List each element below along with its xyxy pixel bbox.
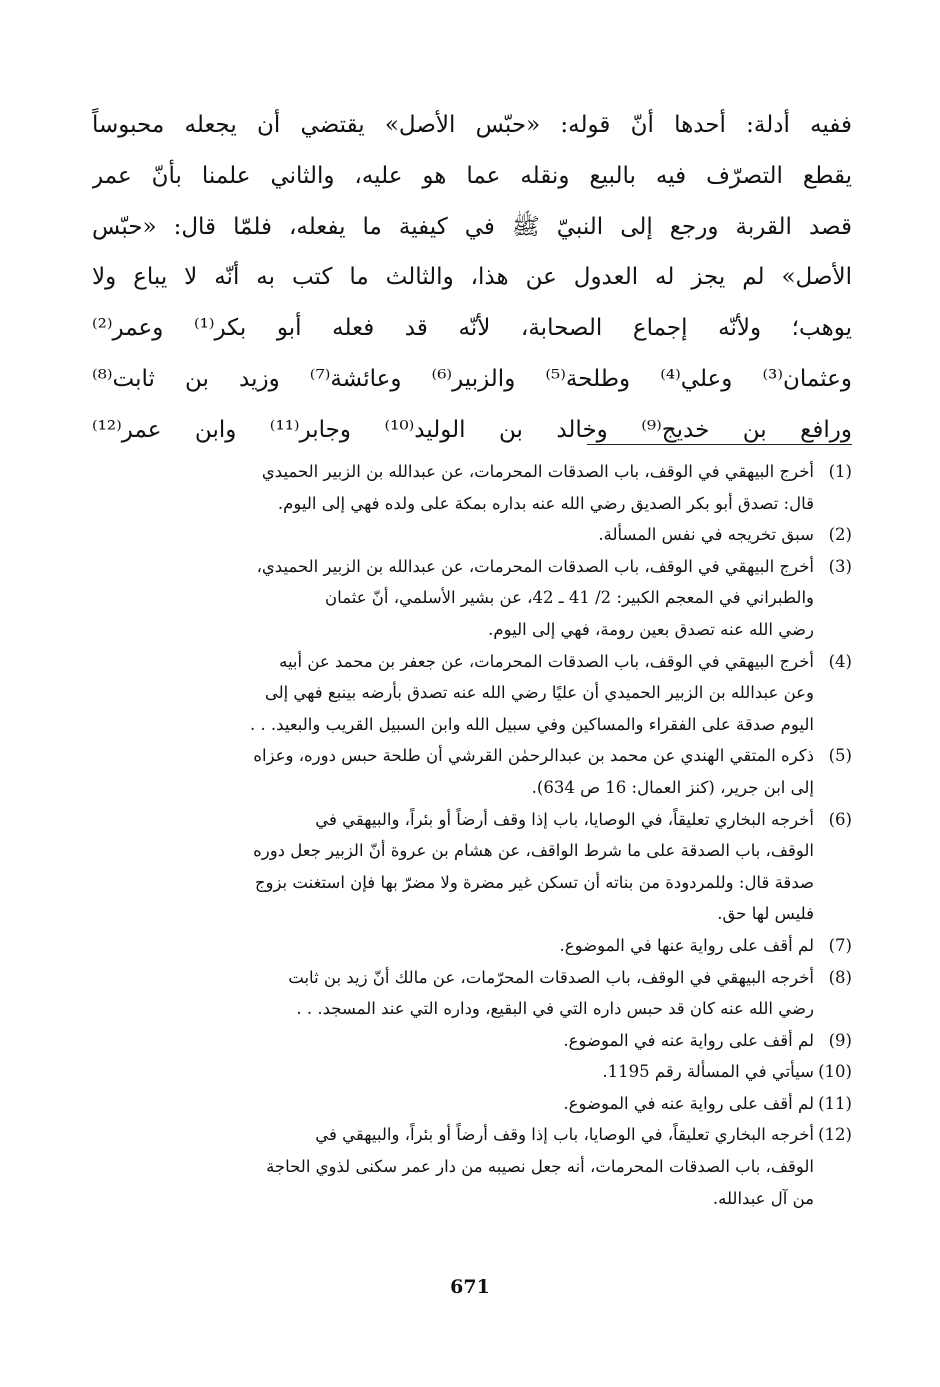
footnote-text: أخرجه البخاري تعليقاً، في الوصايا، باب إذا وقف أرضاً أو بئراً، والبيهقي في	[315, 809, 814, 829]
footnote-text: لم أقف على رواية عنه في الموضوع.	[563, 1030, 814, 1050]
main-text-line: قصد القربة ورجع إلى النبيّ ﷺ في كيفية ما يفعله، فلمّا قال: «حبّس	[92, 213, 852, 240]
footnote-text: صدقة قال: وللمردودة من بناته أن تسكن غير مضرة ولا مضرّ بها فإن استغنت بزوج	[254, 872, 814, 892]
footnote-line	[92, 1119, 852, 1151]
footnote-text: الوقف، باب الصدقة على ما شرط الواقف، عن هشام بن عروة أنّ الزبير جعل دوره	[253, 841, 814, 861]
footnote-line	[92, 804, 852, 836]
footnote-line	[92, 677, 852, 709]
footnote-line	[92, 835, 852, 867]
footnote-text: اليوم صدقة على الفقراء والمساكين وفي سبيل الله وابن السبيل القريب والبعيد. . .	[249, 714, 814, 734]
footnote-number: (10)	[818, 1062, 852, 1082]
footnote-line	[92, 709, 852, 741]
footnote-number: (7)	[828, 935, 852, 955]
footnote-number: (6)	[828, 809, 852, 829]
footnote-number: (1)	[828, 462, 852, 481]
footnote-line	[92, 519, 852, 551]
main-text-line: الأصل» لم يجز له العدول عن هذا، والثالث ما كتب به أنّه لا يباع ولا	[92, 264, 852, 291]
footnote-text: أخرجه البخاري تعليقاً، في الوصايا، باب إذا وقف أرضاً أو بئراً، والبيهقي في	[315, 1125, 814, 1145]
page-number: 671	[450, 1276, 490, 1298]
footnote-line	[92, 1025, 852, 1057]
footnote-text: وعن عبدالله بن الزبير الحميدي أن عليًا رضي الله عنه تصدق بأرضه بينبع فهي إلى	[264, 683, 814, 703]
footnote-text: لم أقف على رواية عنه في الموضوع.	[563, 1093, 814, 1113]
footnote-line	[92, 1183, 852, 1215]
main-text	[92, 100, 852, 456]
footnotes	[92, 456, 852, 1214]
footnote-text: فليس لها حق.	[717, 904, 814, 924]
footnote-number: (4)	[828, 651, 852, 671]
main-text-line: ففيه أدلة: أحدها أنّ قوله: «حبّس الأصل» يقتضي أن يجعله محبوساً	[92, 112, 852, 138]
footnote-number: (12)	[818, 1125, 852, 1145]
footnote-text: رضي الله عنه كان قد حبس داره التي في البقيع، وداره التي عند المسجد. . .	[296, 999, 814, 1019]
footnote-text: قال: تصدق أبو بكر الصديق رضي الله عنه بداره بمكة على ولده فهي إلى اليوم.	[277, 493, 814, 513]
footnote-line	[92, 1056, 852, 1088]
footnote-text: ذكره المتقي الهندي عن محمد بن عبدالرحمٰن القرشي أن طلحة حبس دوره، وعزاه	[253, 746, 814, 766]
footnote-text: أخرج البيهقي في الوقف، باب الصدقات المحرمات، عن جعفر بن محمد عن أبيه	[279, 651, 814, 671]
footnote-line	[92, 551, 852, 583]
footnote-number: (11)	[818, 1093, 852, 1113]
footnote-number: (3)	[828, 556, 852, 576]
footnote-line	[92, 930, 852, 962]
footnote-text: إلى ابن جرير، (كنز العمال: 16 ص 634).	[531, 777, 814, 797]
footnote-line	[92, 614, 852, 646]
main-text-line: وعثمان⁽³⁾ وعلي⁽⁴⁾ وطلحة⁽⁵⁾ والزبير⁽⁶⁾ وعائشة⁽⁷⁾ وزيد بن ثابت⁽⁸⁾	[92, 365, 852, 392]
main-text-line: ورافع بن خديج⁽⁹⁾ وخالد بن الوليد⁽¹⁰⁾ وجابر⁽¹¹⁾ وابن عمر⁽¹²⁾	[92, 416, 852, 443]
footnote-line	[92, 1151, 852, 1183]
footnote-line	[92, 962, 852, 994]
footnote-line	[92, 1088, 852, 1120]
footnote-line	[92, 867, 852, 899]
footnote-line	[92, 646, 852, 678]
footnote-number: (9)	[828, 1030, 852, 1050]
main-text-line: يقطع التصرّف فيه بالبيع ونقله عما هو عليه، والثاني علمنا بأنّ عمر	[92, 162, 852, 189]
footnote-number: (5)	[828, 746, 852, 766]
footnote-text: سبق تخريجه في نفس المسألة.	[598, 525, 814, 545]
footnote-text: الوقف، باب الصدقات المحرمات، أنه جعل نصيبه من دار عمر سكنى لذوي الحاجة	[266, 1157, 814, 1177]
footnote-line	[92, 740, 852, 772]
footnote-text: أخرجه البيهقي في الوقف، باب الصدقات المحرّمات، عن مالك أنّ زيد بن ثابت	[288, 967, 814, 987]
footnote-text: أخرج البيهقي في الوقف، باب الصدقات المحرمات، عن عبدالله بن الزبير الحميدي،	[256, 556, 814, 576]
footnote-line	[92, 898, 852, 930]
footnote-line	[92, 993, 852, 1025]
footnote-text: لم أقف على رواية عنها في الموضوع.	[559, 935, 814, 955]
footnote-line	[92, 488, 852, 520]
footnote-text: رضي الله عنه تصدق بعين رومة، فهي إلى اليوم.	[488, 619, 814, 639]
footnote-number: (8)	[828, 967, 852, 987]
footnote-line	[92, 582, 852, 614]
footnote-text: أخرج البيهقي في الوقف، باب الصدقات المحرمات، عن عبدالله بن الزبير الحميدي	[261, 462, 814, 481]
footnote-text: والطبراني في المعجم الكبير: 2/ 41 ـ 42، عن بشير الأسلمي، أنّ عثمان	[325, 588, 814, 608]
main-text-line: يوهب؛ ولأنّه إجماع الصحابة، لأنّه قد فعله أبو بكر⁽¹⁾ وعمر⁽²⁾	[92, 315, 852, 342]
footnote-line	[92, 772, 852, 804]
footnote-line	[92, 456, 852, 488]
footnote-text: من آل عبدالله.	[712, 1188, 814, 1208]
footnote-number: (2)	[828, 525, 852, 545]
footnote-separator	[587, 444, 852, 445]
footnote-text: سيأتي في المسألة رقم 1195.	[602, 1062, 814, 1082]
